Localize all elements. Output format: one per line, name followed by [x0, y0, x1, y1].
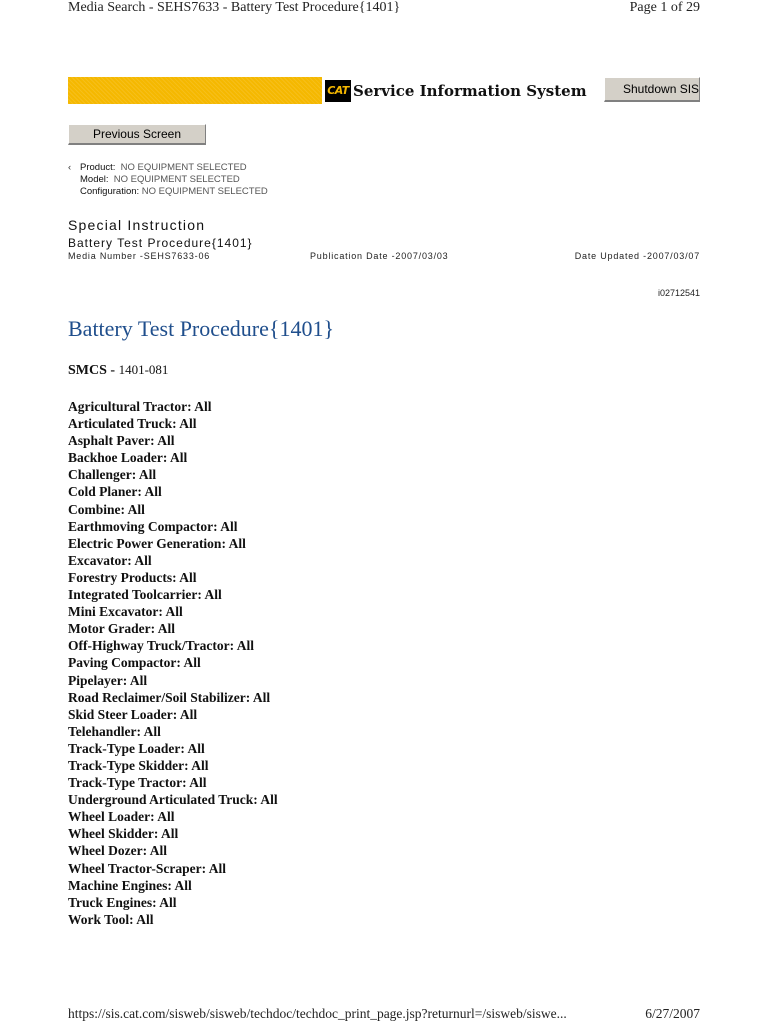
product-label: Product:	[80, 162, 116, 173]
model-label: Model:	[80, 174, 109, 185]
document-category: Special Instruction	[68, 217, 206, 233]
product-selection-info	[68, 162, 268, 198]
banner-accent-stripe	[68, 77, 322, 104]
model-list-item: Wheel Tractor-Scraper: All	[68, 860, 226, 876]
model-list-item: Earthmoving Compactor: All	[68, 518, 238, 534]
model-list-item: Work Tool: All	[68, 911, 154, 927]
print-page-info: Page 1 of 29	[629, 0, 700, 15]
model-list-item: Road Reclaimer/Soil Stabilizer: All	[68, 689, 271, 705]
configuration-value: NO EQUIPMENT SELECTED	[141, 186, 268, 197]
model-list-item: Telehandler: All	[68, 723, 161, 739]
chevron-left-icon[interactable]: ‹	[68, 162, 72, 173]
model-list-item: Excavator: All	[68, 552, 152, 568]
shutdown-sis-button[interactable]: Shutdown SIS	[604, 77, 700, 102]
model-list-item: Forestry Products: All	[68, 569, 197, 585]
product-row	[68, 162, 268, 174]
document-id: i02712541	[657, 288, 700, 298]
model-value: NO EQUIPMENT SELECTED	[113, 174, 240, 185]
applicable-models-list	[68, 398, 278, 928]
model-list-item: Track-Type Tractor: All	[68, 775, 207, 791]
product-value: NO EQUIPMENT SELECTED	[120, 162, 247, 173]
model-list-item: Articulated Truck: All	[68, 416, 197, 432]
document-subtitle: Battery Test Procedure{1401}	[68, 236, 253, 250]
model-row	[68, 174, 268, 186]
model-list-item: Motor Grader: All	[68, 621, 175, 637]
page-title: Battery Test Procedure{1401}	[68, 316, 334, 341]
model-list-item: Wheel Loader: All	[68, 809, 175, 825]
publication-date: Publication Date -2007/03/03	[310, 251, 449, 261]
model-list-item: Electric Power Generation: All	[68, 535, 246, 551]
smcs-label: SMCS -	[68, 363, 116, 378]
model-list-item: Challenger: All	[68, 467, 157, 483]
configuration-row	[68, 186, 268, 198]
model-list-item: Mini Excavator: All	[68, 604, 183, 620]
smcs-code: 1401-081	[118, 362, 169, 377]
model-list-item: Integrated Toolcarrier: All	[68, 587, 222, 603]
model-list-item: Cold Planer: All	[68, 484, 162, 500]
model-list-item: Track-Type Skidder: All	[68, 757, 209, 773]
print-footer-date: 6/27/2007	[645, 1006, 700, 1021]
print-header-title: Media Search - SEHS7633 - Battery Test Procedure{1401}	[68, 0, 401, 15]
model-list-item: Track-Type Loader: All	[68, 740, 205, 756]
previous-screen-button[interactable]: Previous Screen	[68, 124, 206, 145]
model-list-item: Backhoe Loader: All	[68, 450, 188, 466]
date-updated: Date Updated -2007/03/07	[574, 251, 700, 261]
model-list-item: Wheel Dozer: All	[68, 843, 167, 859]
model-list-item: Paving Compactor: All	[68, 655, 201, 671]
model-list-item: Combine: All	[68, 501, 145, 517]
model-list-item: Truck Engines: All	[68, 894, 177, 910]
model-list-item: Wheel Skidder: All	[68, 826, 179, 842]
model-list-item: Underground Articulated Truck: All	[68, 792, 278, 808]
model-list-item: Pipelayer: All	[68, 672, 148, 688]
cat-logo: CAT	[325, 80, 351, 102]
model-list-item: Agricultural Tractor: All	[68, 399, 212, 414]
system-title: Service Information System	[353, 82, 587, 100]
print-footer-url: https://sis.cat.com/sisweb/sisweb/techdoc/techdoc_print_page.jsp?returnurl=/sisweb/siswe...	[68, 1006, 567, 1021]
smcs-line	[68, 362, 168, 379]
media-number: Media Number -SEHS7633-06	[68, 251, 211, 261]
sis-banner	[68, 77, 700, 104]
model-list-item: Asphalt Paver: All	[68, 433, 175, 449]
model-list-item: Skid Steer Loader: All	[68, 706, 198, 722]
model-list-item: Off-Highway Truck/Tractor: All	[68, 638, 254, 654]
model-list-item: Machine Engines: All	[68, 877, 192, 893]
configuration-label: Configuration:	[80, 186, 140, 197]
